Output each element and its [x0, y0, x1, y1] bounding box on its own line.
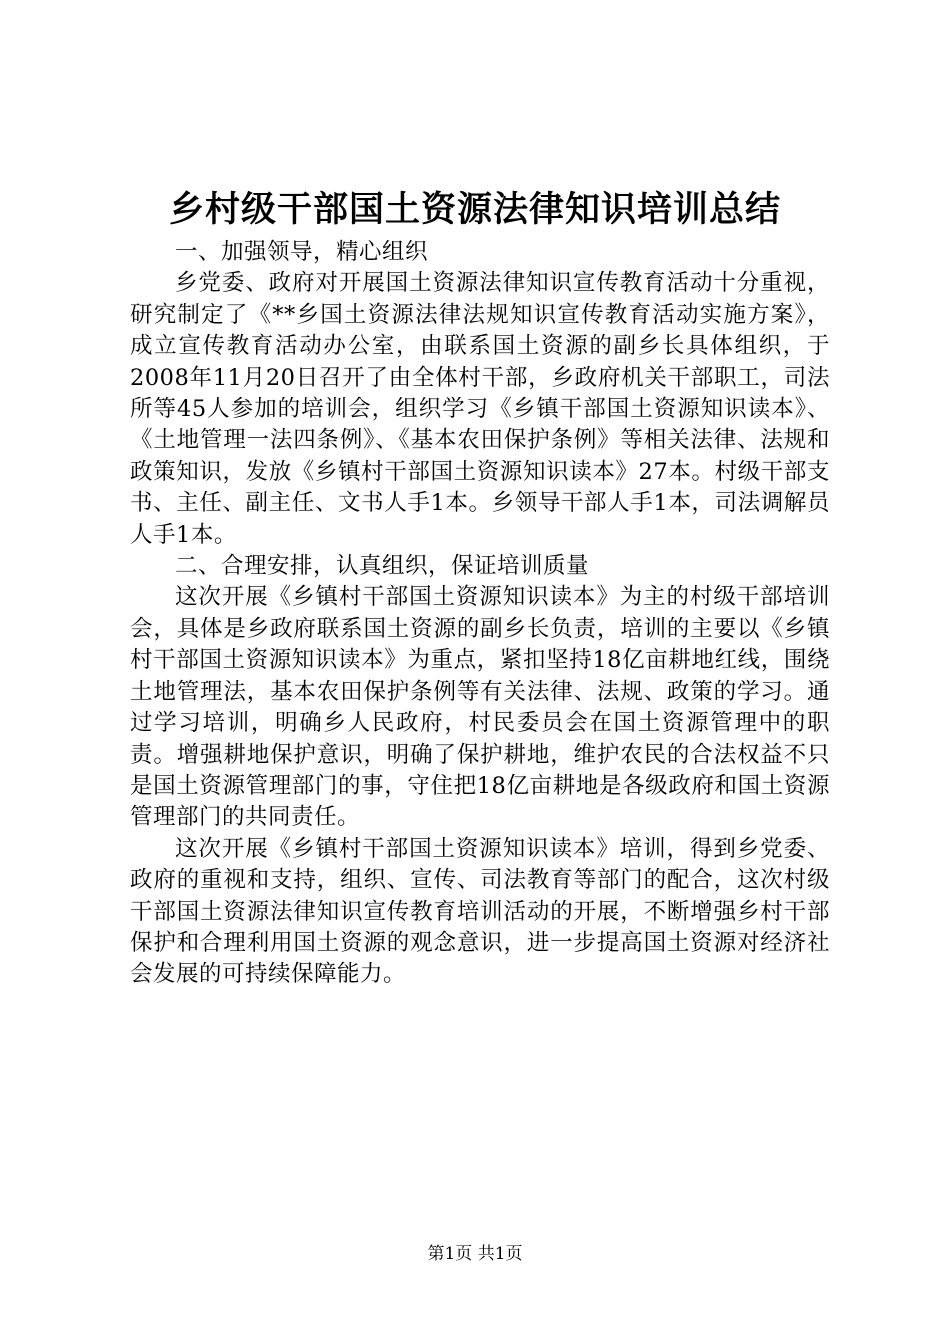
paragraph-3: 这次开展《乡镇村干部国土资源知识读本》培训，得到乡党委、政府的重视和支持，组织、宣传、司法教育等部门的配合，这次村级干部国土资源法律知识宣传教育培训活动的开展，不断增强乡村干部保护和合理利用国土资源的观念意识，进一步提高国土资源对经济社会发展的可持续保障能力。: [130, 835, 830, 988]
paragraph-1: 乡党委、政府对开展国土资源法律知识宣传教育活动十分重视，研究制定了《**乡国土资源法律法规知识宣传教育活动实施方案》，成立宣传教育活动办公室，由联系国土资源的副乡长具体组织，于2008年11月20日召开了由全体村干部，乡政府机关干部职工，司法所等45人参加的培训会，组织学习《乡镇干部国土资源知识读本》、《土地管理一法四条例》、《基本农田保护条例》等相关法律、法规和政策知识，发放《乡镇村干部国土资源知识读本》27本。村级干部支书、主任、副主任、文书人手1本。乡领导干部人手1本，司法调解员人手1本。: [130, 270, 830, 548]
paragraph-2: 这次开展《乡镇村干部国土资源知识读本》为主的村级干部培训会，具体是乡政府联系国土资源的副乡长负责，培训的主要以《乡镇村干部国土资源知识读本》为重点，紧扣坚持18亿亩耕地红线，围绕土地管理法，基本农田保护条例等有关法律、法规、政策的学习。通过学习培训，明确乡人民政府，村民委员会在国土资源管理中的职责。增强耕地保护意识，明确了保护耕地，维护农民的合法权益不只是国土资源管理部门的事，守住把18亿亩耕地是各级政府和国土资源管理部门的共同责任。: [130, 584, 830, 831]
page-number-footer: 第1页 共1页: [427, 1244, 523, 1264]
section-heading-1: 一、加强领导，精心组织: [175, 239, 429, 265]
section-heading-2: 二、合理安排，认真组织，保证培训质量: [175, 553, 590, 580]
document-body: [130, 237, 830, 991]
document-title: 乡村级干部国土资源法律知识培训总结: [168, 189, 781, 230]
